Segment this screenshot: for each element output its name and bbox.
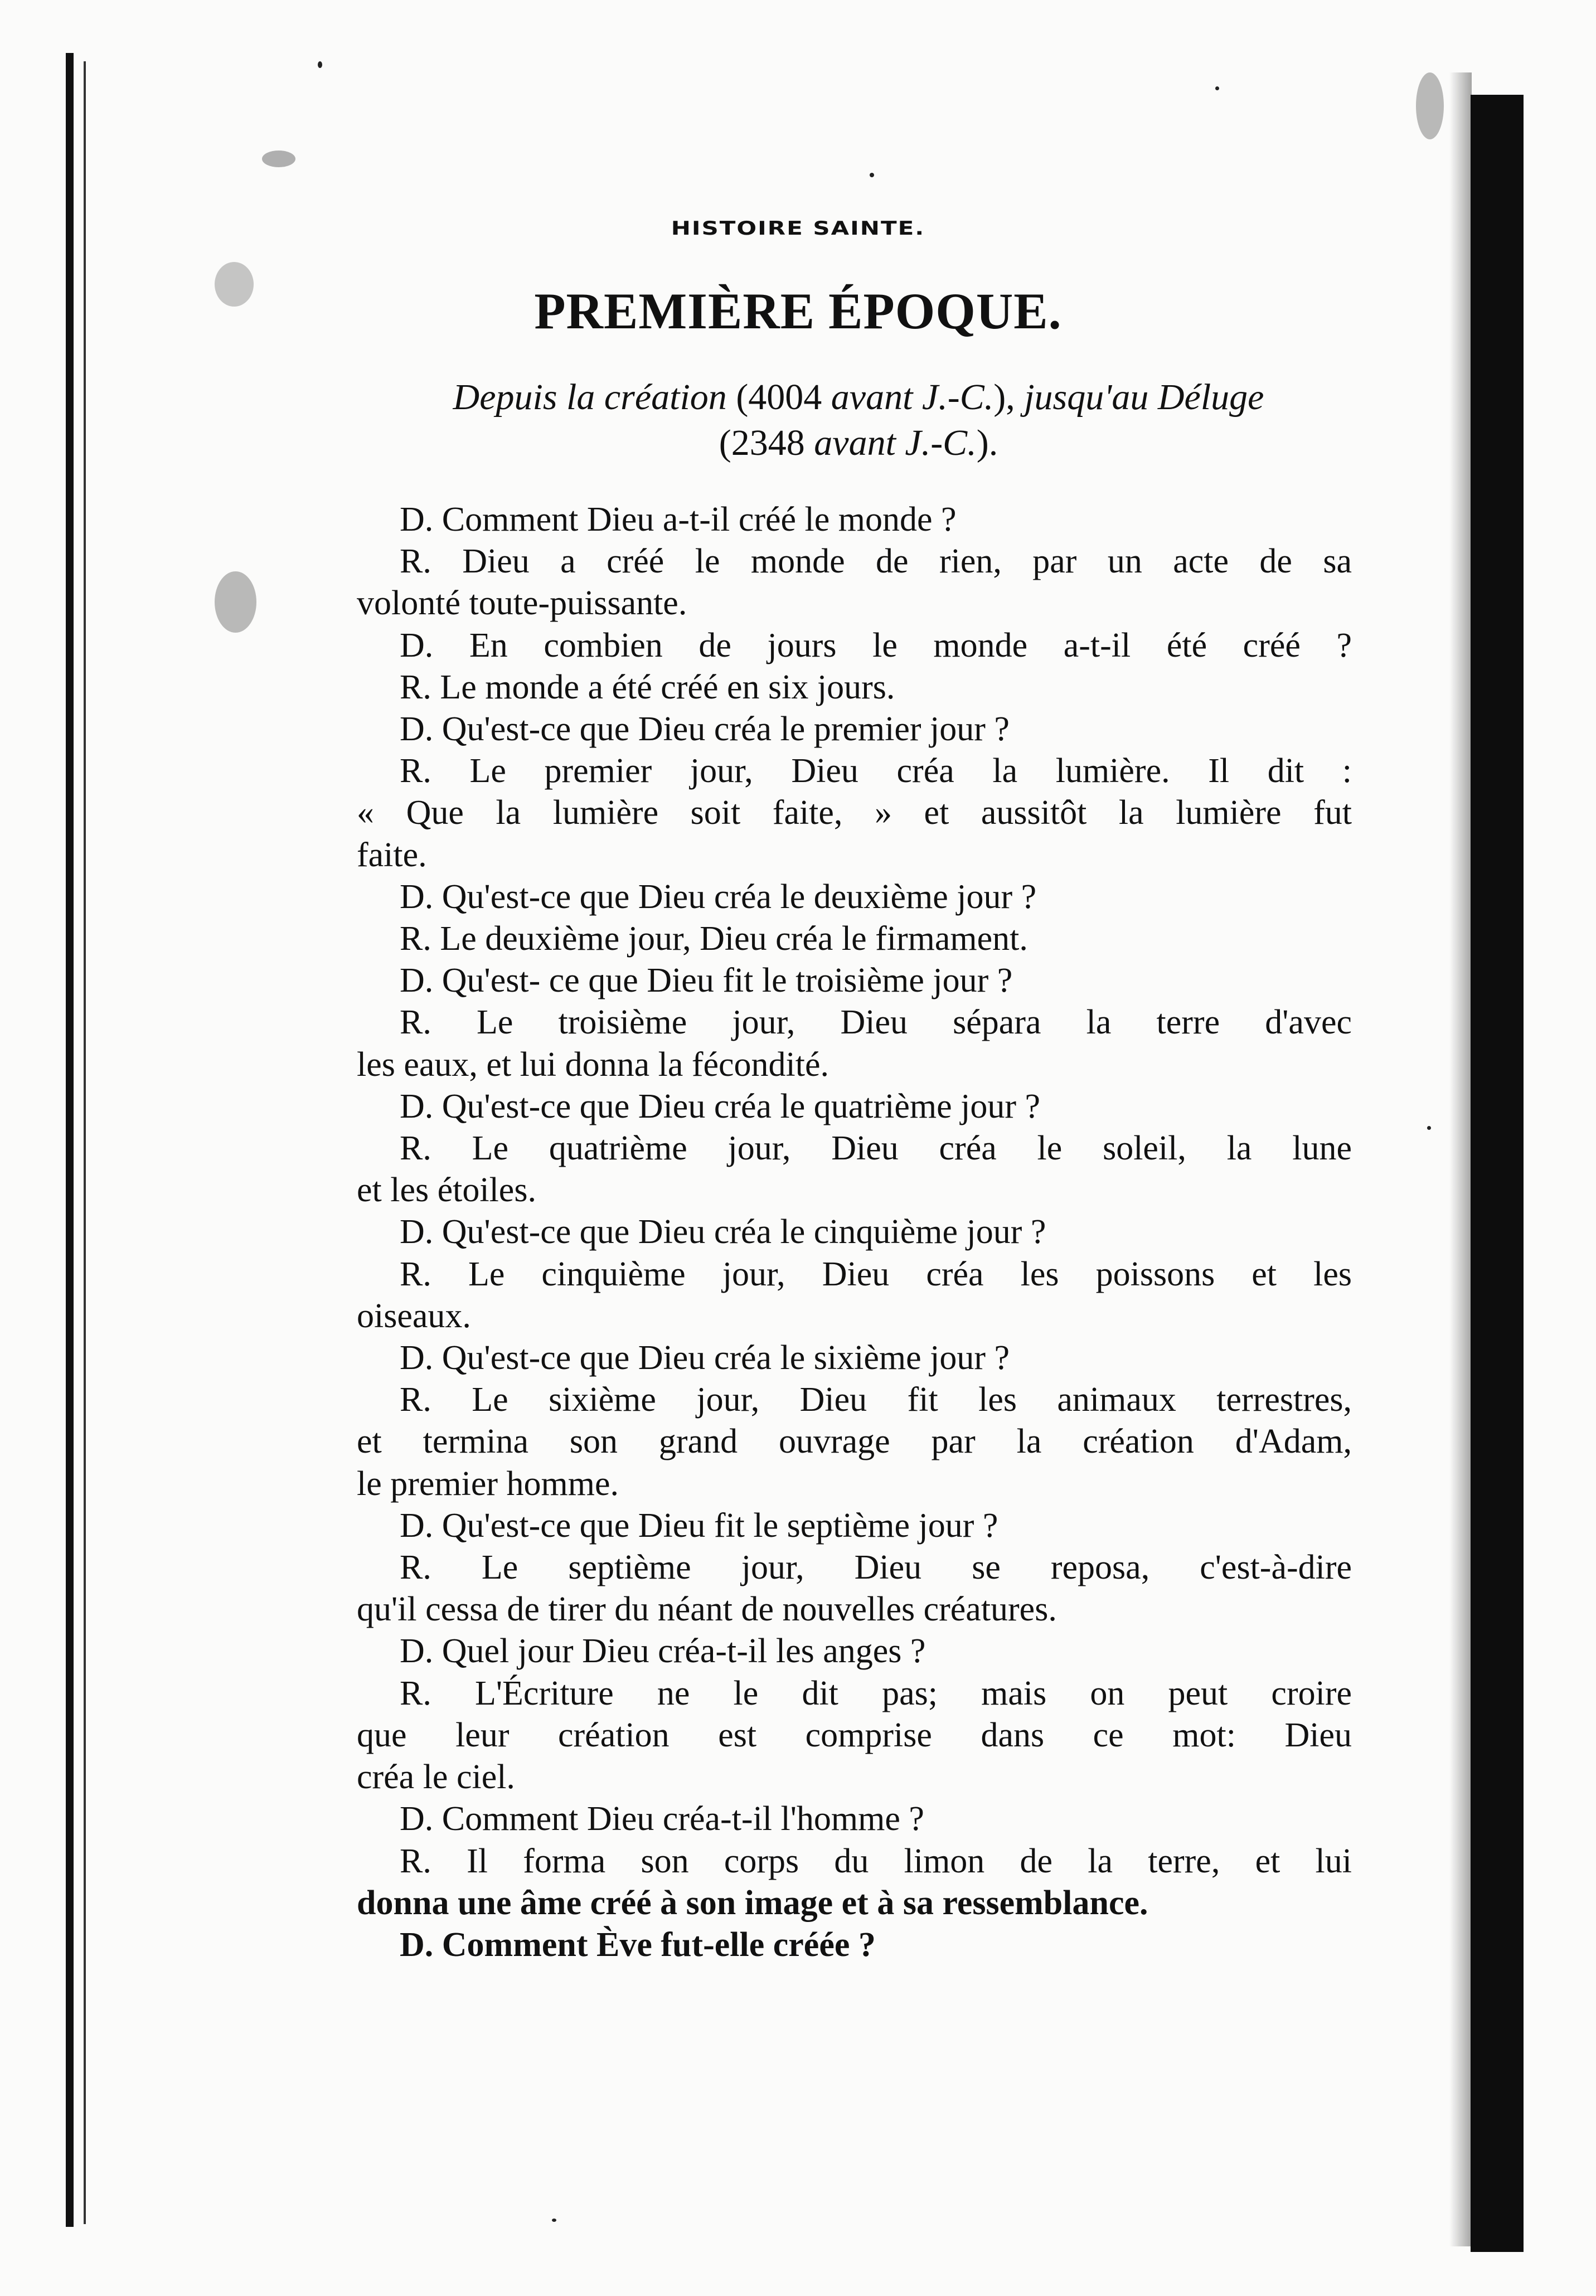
- text-line: le premier homme.: [357, 1464, 619, 1503]
- text-line: D. En combien de jours le monde a-t-il été créé ?: [400, 626, 1352, 664]
- text-line: D. Comment Dieu a-t-il créé le monde ?: [400, 501, 957, 538]
- text-line: R. Le septième jour, Dieu se reposa, c'est-à-dire: [400, 1549, 1352, 1587]
- text-line: R. Il forma son corps du limon de la terre, et lui: [400, 1842, 1352, 1880]
- speck: [1427, 1126, 1431, 1130]
- page-title: PREMIÈRE ÉPOQUE.: [534, 283, 1062, 339]
- text-line: R. Dieu a créé le monde de rien, par un acte de sa: [400, 542, 1352, 581]
- text-line: R. Le sixième jour, Dieu fit les animaux terrestres,: [400, 1381, 1352, 1419]
- subtitle-part: (2348: [719, 423, 814, 463]
- subtitle-part: avant J.-C.: [831, 377, 994, 418]
- page-edge-shadow-fade: [1449, 72, 1472, 2246]
- text-line: D. Qu'est-ce que Dieu créa le quatrième jour ?: [400, 1087, 1041, 1125]
- subtitle-part: jusqu'au Déluge: [1024, 377, 1264, 418]
- page-subtitle: [334, 375, 1382, 466]
- text-line: « Que la lumière soit faite, » et aussitôt la lumière fut: [357, 794, 1352, 832]
- speck: [318, 61, 322, 68]
- speck: [1416, 72, 1444, 139]
- text-line: R. L'Écriture ne le dit pas; mais on peut croire: [400, 1674, 1352, 1712]
- left-margin-rule: [66, 53, 74, 2227]
- text-line: R. Le troisième jour, Dieu sépara la terre d'avec: [400, 1003, 1352, 1042]
- subtitle-line-2: [334, 420, 1382, 466]
- text-line: les eaux, et lui donna la fécondité.: [357, 1045, 829, 1084]
- text-line: et termina son grand ouvrage par la création d'Adam,: [357, 1423, 1352, 1461]
- left-margin-rule-inner: [84, 61, 86, 2224]
- text-line: R. Le monde a été créé en six jours.: [400, 668, 895, 706]
- speck: [870, 173, 874, 177]
- text-line: R. Le deuxième jour, Dieu créa le firmament.: [400, 920, 1028, 958]
- subtitle-part: Depuis la création: [453, 377, 727, 418]
- subtitle-line-1: [334, 375, 1382, 420]
- text-line: D. Qu'est-ce que Dieu créa le deuxième jour ?: [400, 877, 1037, 916]
- text-line: que leur création est comprise dans ce mot: Dieu: [357, 1716, 1352, 1754]
- speck: [215, 571, 256, 633]
- text-line: donna une âme créé à son image et à sa ressemblance.: [357, 1884, 1148, 1922]
- subtitle-part: (4004: [726, 377, 831, 418]
- text-line: D. Qu'est- ce que Dieu fit le troisième jour ?: [400, 962, 1013, 1000]
- text-line: R. Le premier jour, Dieu créa la lumière. Il dit :: [400, 752, 1352, 790]
- text-line: D. Qu'est-ce que Dieu créa le premier jour ?: [400, 710, 1010, 749]
- page-edge-shadow: [1471, 95, 1524, 2252]
- running-head: HISTOIRE SAINTE.: [671, 217, 925, 240]
- subtitle-part: avant J.-C.: [814, 423, 977, 463]
- text-line: et les étoiles.: [357, 1171, 536, 1210]
- speck: [262, 151, 295, 167]
- text-line: D. Quel jour Dieu créa-t-il les anges ?: [400, 1632, 926, 1671]
- subtitle-part: ),: [993, 377, 1025, 418]
- text-line: créa le ciel.: [357, 1758, 515, 1797]
- text-line: volonté toute-puissante.: [357, 584, 687, 623]
- text-line: R. Le quatrième jour, Dieu créa le soleil, la lune: [400, 1129, 1352, 1168]
- speck: [552, 2219, 556, 2222]
- speck: [1215, 86, 1219, 90]
- text-line: D. Comment Dieu créa-t-il l'homme ?: [400, 1800, 924, 1838]
- text-line: D. Comment Ève fut-elle créée ?: [400, 1925, 876, 1964]
- text-line: oiseaux.: [357, 1297, 471, 1335]
- text-line: D. Qu'est-ce que Dieu fit le septième jour ?: [400, 1506, 998, 1545]
- text-line: R. Le cinquième jour, Dieu créa les poissons et les: [400, 1255, 1352, 1293]
- catechism-text: [357, 499, 1352, 1966]
- text-line: faite.: [357, 836, 427, 874]
- text-line: D. Qu'est-ce que Dieu créa le sixième jour ?: [400, 1339, 1010, 1377]
- text-line: D. Qu'est-ce que Dieu créa le cinquième jour ?: [400, 1213, 1046, 1251]
- text-line: qu'il cessa de tirer du néant de nouvelles créatures.: [357, 1590, 1057, 1629]
- subtitle-part: ).: [976, 423, 998, 463]
